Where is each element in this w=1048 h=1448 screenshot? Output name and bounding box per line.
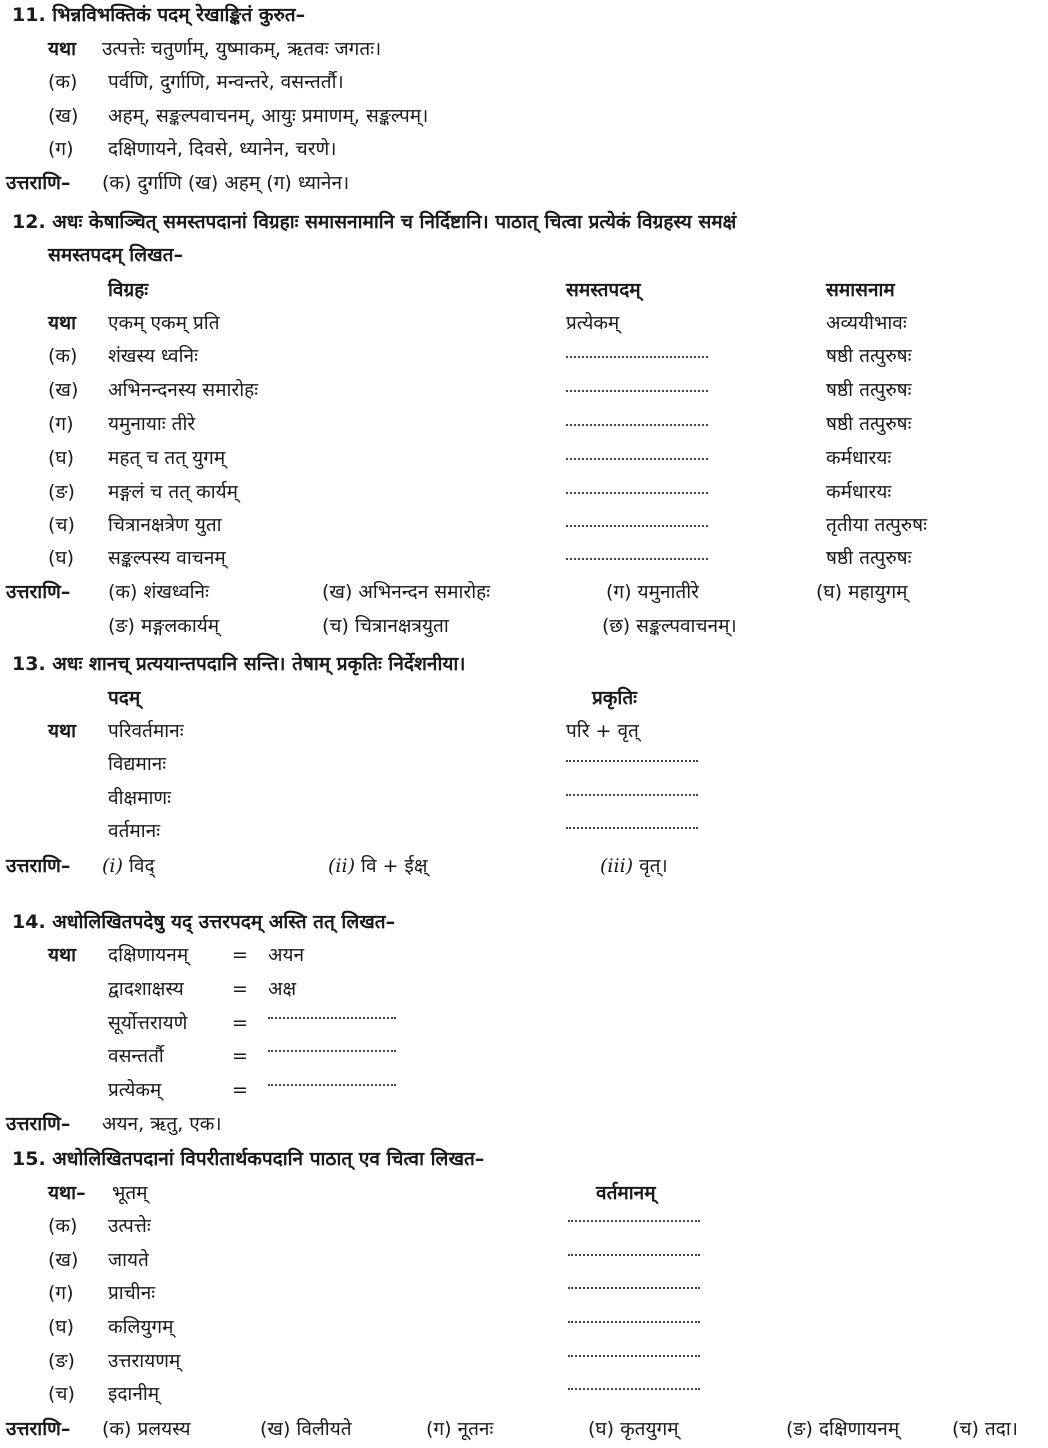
q15-row-marker: (ग) [48, 1282, 74, 1304]
q11-item-text: पर्वणि, दुर्गाणि, मन्वन्तरे, वसन्तर्तौ। [108, 71, 344, 93]
q13-answer-item [328, 854, 427, 878]
q13-answer-text: विद् [128, 855, 155, 877]
q12-row-marker: (घ) [48, 447, 75, 469]
q13-answer-label: उत्तराणि– [6, 855, 71, 877]
q11-heading: 11. भिन्नविभक्तिकं पदम् रेखाङ्कितं कुरुत– [12, 4, 306, 26]
q14-answer-blank [268, 1005, 396, 1029]
q14-answer-blank [268, 1038, 396, 1062]
q13-answer-blank [566, 748, 698, 772]
q12-answer-blank [566, 513, 708, 537]
q12-row-marker: (क) [48, 345, 78, 367]
q12-example-naam: अव्ययीभावः [826, 312, 907, 334]
q11-item-text: अहम्, सङ्कल्पवाचनम्, आयुः प्रमाणम्, सङ्कल्पम्। [108, 105, 429, 127]
q13-col-prakriti: प्रकृतिः [592, 687, 637, 709]
q12-example-label: यथा [48, 312, 77, 334]
q14-answer-blank [268, 1072, 396, 1096]
q15-row-marker: (च) [48, 1383, 75, 1405]
q12-col-naam: समासनाम [826, 279, 895, 301]
q11-example-label: यथा [48, 38, 77, 60]
q14-word: प्रत्येकम् [108, 1079, 162, 1101]
q14-equals: = [232, 1079, 248, 1101]
q11-item-marker: (क) [48, 71, 78, 93]
q13-row-padam: विद्यमानः [108, 753, 167, 775]
q15-answer-label: उत्तराणि– [6, 1418, 71, 1440]
q13-col-padam: पदम् [108, 687, 141, 709]
q12-answer-blank [566, 412, 708, 436]
q15-answer-blank [568, 1242, 700, 1266]
q11-item-marker: (ग) [48, 138, 74, 160]
q15-answer-item: (ख) विलीयते [260, 1418, 352, 1440]
q13-answer-num: (i) [102, 855, 123, 877]
q14-answer-text: अयन, ऋतु, एक। [102, 1113, 222, 1135]
q12-answer-blank [566, 378, 708, 402]
q11-answer-text: (क) दुर्गाणि (ख) अहम् (ग) ध्यानेन। [102, 172, 350, 194]
q15-row-word: कलियुगम् [108, 1316, 174, 1338]
q14-answer: अक्ष [268, 978, 297, 1000]
q15-example-answer: वर्तमानम् [596, 1182, 656, 1204]
q12-row-marker: (ख) [48, 379, 79, 401]
q14-equals: = [232, 1012, 248, 1034]
q13-answer-text: वृत्। [639, 855, 668, 877]
q15-answer-item: (ग) नूतनः [426, 1418, 494, 1440]
q15-row-marker: (ख) [48, 1249, 79, 1271]
q15-answer-item: (क) प्रलयस्य [102, 1418, 191, 1440]
q12-row-naam: षष्ठी तत्पुरुषः [826, 413, 912, 435]
q12-row-naam: तृतीया तत्पुरुषः [826, 514, 927, 536]
q12-row-marker: (ङ) [48, 481, 75, 503]
q12-answer-item: (घ) महायुगम् [816, 581, 908, 603]
q12-col-vigraha: विग्रहः [108, 279, 149, 301]
q13-row-padam: वर्तमानः [108, 820, 161, 842]
q12-row-vigraha: सङ्कल्पस्य वाचनम् [108, 547, 226, 569]
q13-answer-item [600, 854, 668, 878]
q12-answer-blank [566, 546, 708, 570]
q12-row-naam: कर्मधारयः [826, 447, 892, 469]
q15-row-word: प्राचीनः [108, 1282, 156, 1304]
q15-answer-item: (घ) कृतयुगम् [588, 1418, 679, 1440]
q12-row-vigraha: मङ्गलं च तत् कार्यम् [108, 481, 239, 503]
q13-example-prakriti: परि + वृत् [566, 720, 639, 742]
q12-example-vigraha: एकम् एकम् प्रति [108, 312, 220, 334]
q14-heading: 14. अधोलिखितपदेषु यद् उत्तरपदम् अस्ति तत् लिखत– [12, 911, 396, 933]
q13-example-label: यथा [48, 720, 77, 742]
q12-col-samasta: समस्तपदम् [566, 279, 641, 301]
q12-row-marker: (घ) [48, 547, 75, 569]
q14-equals: = [232, 978, 248, 1000]
q15-row-marker: (ङ) [48, 1350, 75, 1372]
q12-heading: 12. अधः केषाञ्चित् समस्तपदानां विग्रहाः समासनामानि च निर्दिष्टानि। पाठात् चित्वा प्रत्येकं विग्रहस्य समक्षं [12, 211, 737, 233]
q12-example-samasta: प्रत्येकम् [566, 312, 620, 334]
q14-equals: = [232, 944, 248, 966]
q15-row-word: उत्तरायणम् [108, 1350, 181, 1372]
q12-row-naam: कर्मधारयः [826, 481, 892, 503]
q12-row-vigraha: शंखस्य ध्वनिः [108, 345, 198, 367]
q15-row-word: उत्पत्तेः [108, 1215, 151, 1237]
q12-heading-cont: समस्तपदम् लिखत– [48, 244, 183, 266]
q14-word: वसन्तर्तौ [108, 1045, 164, 1067]
q13-heading: 13. अधः शानच् प्रत्ययान्तपदानि सन्ति। तेषाम् प्रकृतिः निर्देशनीया। [12, 653, 466, 675]
q14-word: द्वादशाक्षस्य [108, 978, 184, 1000]
q15-row-word: इदानीम् [108, 1383, 160, 1405]
q15-example-word: भूतम् [112, 1182, 148, 1204]
q12-row-naam: षष्ठी तत्पुरुषः [826, 547, 912, 569]
q12-row-vigraha: महत् च तत् युगम् [108, 447, 226, 469]
q12-answer-item: (ङ) मङ्गलकार्यम् [108, 615, 220, 637]
q12-answer-blank [566, 344, 708, 368]
q12-row-naam: षष्ठी तत्पुरुषः [826, 345, 912, 367]
q12-answer-item: (ख) अभिनन्दन समारोहः [322, 581, 491, 603]
q13-answer-item [102, 854, 155, 878]
q11-item-marker: (ख) [48, 105, 79, 127]
q11-item-text: दक्षिणायने, दिवसे, ध्यानेन, चरणे। [108, 138, 337, 160]
q12-row-marker: (च) [48, 514, 75, 536]
q14-word: सूर्योत्तरायणे [108, 1012, 188, 1034]
q15-example-label: यथा– [48, 1182, 86, 1204]
q14-answer-label: उत्तराणि– [6, 1113, 71, 1135]
q15-answer-blank [568, 1275, 700, 1299]
q13-answer-blank [566, 782, 698, 806]
q12-row-vigraha: यमुनायाः तीरे [108, 413, 196, 435]
q15-answer-blank [568, 1309, 700, 1333]
q12-answer-item: (च) चित्रानक्षत्रयुता [322, 615, 449, 637]
q12-answer-blank [566, 480, 708, 504]
q11-example-text: उत्पत्तेः चतुर्णाम्, युष्माकम्, ऋतवः जगतः। [102, 38, 382, 60]
q15-row-marker: (घ) [48, 1316, 75, 1338]
q13-answer-num: (ii) [328, 855, 355, 877]
q13-row-padam: वीक्षमाणः [108, 787, 171, 809]
q15-heading: 15. अधोलिखितपदानां विपरीतार्थकपदानि पाठात् एव चित्वा लिखत– [12, 1148, 485, 1170]
q12-row-marker: (ग) [48, 413, 74, 435]
q15-answer-item: (ङ) दक्षिणायनम् [786, 1418, 900, 1440]
q15-answer-item: (च) तदा। [952, 1418, 1018, 1440]
q15-row-word: जायते [108, 1249, 149, 1271]
q12-answer-item: (क) शंखध्वनिः [108, 581, 209, 603]
q12-row-naam: षष्ठी तत्पुरुषः [826, 379, 912, 401]
q14-answer: अयन [268, 944, 305, 966]
q11-answer-label: उत्तराणि– [6, 172, 71, 194]
q13-answer-num: (iii) [600, 855, 634, 877]
q13-answer-text: वि + ईक्ष् [361, 855, 428, 877]
q12-row-vigraha: अभिनन्दनस्य समारोहः [108, 379, 259, 401]
q12-answer-label: उत्तराणि– [6, 581, 71, 603]
q14-equals: = [232, 1045, 248, 1067]
q12-row-vigraha: चित्रानक्षत्रेण युता [108, 514, 222, 536]
q12-answer-item: (ग) यमुनातीरे [606, 581, 699, 603]
q12-answer-item: (छ) सङ्कल्पवाचनम्। [602, 615, 737, 637]
q13-answer-blank [566, 815, 698, 839]
q13-example-padam: परिवर्तमानः [108, 720, 184, 742]
q15-answer-blank [568, 1208, 700, 1232]
q15-row-marker: (क) [48, 1215, 78, 1237]
q14-example-label: यथा [48, 944, 77, 966]
q15-answer-blank [568, 1343, 700, 1367]
q15-answer-blank [568, 1376, 700, 1400]
q12-answer-blank [566, 446, 708, 470]
q14-word: दक्षिणायनम् [108, 944, 189, 966]
